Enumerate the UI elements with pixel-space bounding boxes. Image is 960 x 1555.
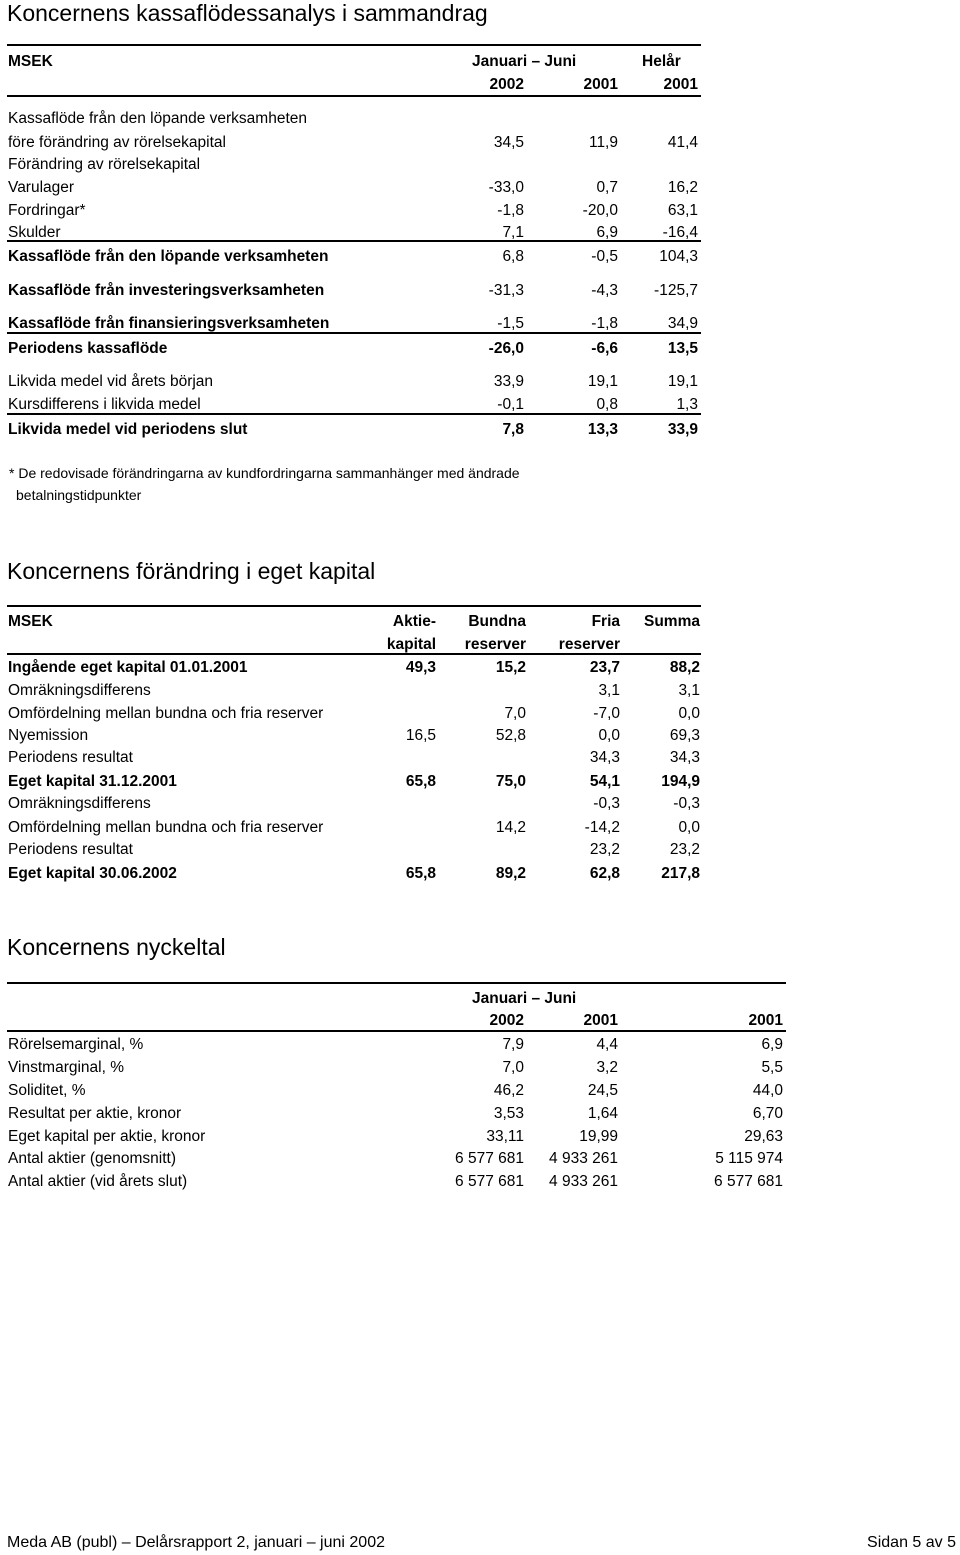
equity-cell: 15,2 [495, 659, 526, 676]
cashflow-top-rule [7, 44, 701, 46]
cashflow-row-label: Förändring av rörelsekapital [8, 156, 201, 173]
equity-col-header: Summa [644, 613, 700, 630]
keyratios-cell: 7,0 [502, 1059, 524, 1076]
cashflow-title: Koncernens kassaflödessanalys i sammandrag [7, 0, 488, 26]
page-footer-left: Meda AB (publ) – Delårsrapport 2, januari – juni 2002 [7, 1534, 385, 1551]
equity-cell: 16,5 [405, 727, 436, 744]
equity-row-label: Omräkningsdifferens [8, 795, 151, 812]
equity-cell: 217,8 [661, 865, 700, 882]
cashflow-cell: -4,3 [591, 282, 618, 299]
cashflow-cell: 13,3 [587, 421, 618, 438]
equity-col-header: Aktie- [392, 613, 436, 630]
equity-row-label: Omräkningsdifferens [8, 682, 151, 699]
cashflow-row-label: Likvida medel vid periodens slut [8, 421, 248, 438]
keyratios-title: Koncernens nyckeltal [7, 934, 226, 960]
equity-cell: 14,2 [495, 819, 526, 836]
cashflow-cell: -6,6 [591, 340, 618, 357]
keyratios-cell: 6 577 681 [455, 1150, 524, 1167]
equity-col-header: reserver [558, 636, 620, 653]
equity-cell: 49,3 [405, 659, 436, 676]
equity-row-label: Eget kapital 31.12.2001 [8, 773, 177, 790]
equity-cell: 23,2 [669, 841, 700, 858]
cashflow-cell: 63,1 [667, 202, 698, 219]
equity-cell: 23,2 [589, 841, 620, 858]
keyratios-cell: 7,9 [502, 1036, 524, 1053]
equity-cell: 75,0 [495, 773, 526, 790]
equity-cell: 3,1 [598, 682, 620, 699]
keyratios-cell: 44,0 [752, 1082, 783, 1099]
cashflow-cell: 0,7 [596, 179, 618, 196]
equity-cell: 54,1 [589, 773, 620, 790]
equity-cell: 23,7 [589, 659, 620, 676]
equity-header-rule [7, 653, 701, 655]
equity-col-header: reserver [464, 636, 526, 653]
cashflow-cell: 7,8 [502, 421, 524, 438]
cashflow-cell: -1,5 [497, 315, 524, 332]
cashflow-row-label: Kassaflöde från den löpande verksamheten [8, 110, 308, 127]
cashflow-period-header: Januari – Juni [472, 53, 577, 70]
equity-row-label: Omfördelning mellan bundna och fria reserver [8, 819, 324, 836]
equity-cell: 0,0 [678, 705, 700, 722]
equity-col-header: kapital [386, 636, 436, 653]
cashflow-row-label: Kassaflöde från finansieringsverksamheten [8, 315, 330, 332]
keyratios-row-label: Eget kapital per aktie, kronor [8, 1128, 206, 1145]
keyratios-row-label: Rörelsemarginal, % [8, 1036, 144, 1053]
equity-cell: 65,8 [405, 773, 436, 790]
cashflow-cell: 7,1 [502, 224, 524, 241]
keyratios-cell: 6 577 681 [714, 1173, 783, 1190]
keyratios-cell: 6,9 [761, 1036, 783, 1053]
cashflow-cell: -0,5 [591, 248, 618, 265]
cashflow-cell: 41,4 [667, 134, 698, 151]
equity-cell: 0,0 [598, 727, 620, 744]
keyratios-year-header: 2001 [583, 1012, 618, 1029]
equity-cell: 34,3 [669, 749, 700, 766]
cashflow-cell: 19,1 [587, 373, 618, 390]
equity-cell: 34,3 [589, 749, 620, 766]
cashflow-cell: 13,5 [667, 340, 698, 357]
equity-col-header: Fria [591, 613, 620, 630]
keyratios-cell: 6,70 [752, 1105, 783, 1122]
cashflow-row-label: Varulager [8, 179, 75, 196]
cashflow-row-label: Periodens kassaflöde [8, 340, 168, 357]
equity-cell: 88,2 [669, 659, 700, 676]
equity-row-label: Omfördelning mellan bundna och fria reserver [8, 705, 324, 722]
cashflow-cell: 6,9 [596, 224, 618, 241]
cashflow-cell: -1,8 [497, 202, 524, 219]
keyratios-cell: 5,5 [761, 1059, 783, 1076]
cashflow-cell: -20,0 [582, 202, 618, 219]
cashflow-cell: -125,7 [654, 282, 698, 299]
keyratios-cell: 4 933 261 [549, 1173, 618, 1190]
keyratios-row-label: Vinstmarginal, % [8, 1059, 125, 1076]
equity-row-label: Eget kapital 30.06.2002 [8, 865, 177, 882]
keyratios-cell: 3,53 [493, 1105, 524, 1122]
cashflow-subtotal-rule [7, 240, 701, 242]
keyratios-cell: 3,2 [596, 1059, 618, 1076]
cashflow-cell: -26,0 [488, 340, 524, 357]
equity-unit-header: MSEK [8, 613, 53, 630]
equity-cell: 3,1 [678, 682, 700, 699]
cashflow-row-label: Likvida medel vid årets början [8, 373, 214, 390]
equity-row-label: Ingående eget kapital 01.01.2001 [8, 659, 248, 676]
equity-cell: 7,0 [504, 705, 526, 722]
cashflow-cell: 33,9 [667, 421, 698, 438]
equity-col-header: Bundna [468, 613, 526, 630]
cashflow-cell: -16,4 [662, 224, 698, 241]
cashflow-subtotal-rule [7, 413, 701, 415]
cashflow-cell: 104,3 [659, 248, 698, 265]
keyratios-period-header: Januari – Juni [472, 990, 577, 1007]
equity-cell: -14,2 [584, 819, 620, 836]
keyratios-cell: 4,4 [596, 1036, 618, 1053]
cashflow-row-label: Skulder [8, 224, 61, 241]
keyratios-cell: 5 115 974 [715, 1150, 783, 1167]
keyratios-cell: 6 577 681 [455, 1173, 524, 1190]
keyratios-top-rule [7, 982, 786, 984]
cashflow-cell: -0,1 [497, 396, 524, 413]
cashflow-header-rule [7, 95, 701, 97]
cashflow-year-header: 2001 [663, 76, 698, 93]
cashflow-cell: 34,5 [493, 134, 524, 151]
equity-row-label: Nyemission [8, 727, 89, 744]
equity-cell: -0,3 [673, 795, 700, 812]
equity-row-label: Periodens resultat [8, 749, 133, 766]
keyratios-cell: 1,64 [587, 1105, 618, 1122]
cashflow-cell: 1,3 [676, 396, 698, 413]
cashflow-year-header: 2002 [489, 76, 524, 93]
equity-cell: 52,8 [495, 727, 526, 744]
page-footer-right: Sidan 5 av 5 [867, 1534, 956, 1551]
keyratios-cell: 4 933 261 [549, 1150, 618, 1167]
keyratios-cell: 29,63 [744, 1128, 783, 1145]
cashflow-cell: 34,9 [667, 315, 698, 332]
equity-top-rule [7, 605, 701, 607]
cashflow-cell: 16,2 [667, 179, 698, 196]
keyratios-row-label: Soliditet, % [8, 1082, 86, 1099]
cashflow-row-label: Kassaflöde från den löpande verksamheten [8, 248, 329, 265]
equity-row-label: Periodens resultat [8, 841, 133, 858]
equity-cell: -0,3 [593, 795, 620, 812]
cashflow-row-label: före förändring av rörelsekapital [8, 134, 226, 151]
cashflow-cell: 0,8 [596, 396, 618, 413]
cashflow-year-header: 2001 [583, 76, 618, 93]
equity-cell: 65,8 [405, 865, 436, 882]
equity-cell: 194,9 [661, 773, 700, 790]
equity-title: Koncernens förändring i eget kapital [7, 558, 376, 584]
equity-cell: 89,2 [495, 865, 526, 882]
equity-cell: -7,0 [593, 705, 620, 722]
keyratios-row-label: Antal aktier (genomsnitt) [8, 1150, 176, 1167]
cashflow-row-label: Kassaflöde från investeringsverksamheten [8, 282, 325, 299]
cashflow-footnote: betalningstidpunkter [16, 487, 142, 503]
cashflow-cell: 19,1 [667, 373, 698, 390]
keyratios-header-rule [7, 1030, 786, 1032]
cashflow-footnote: * De redovisade förändringarna av kundfordringarna sammanhänger med ändrade [9, 465, 520, 481]
keyratios-cell: 33,11 [486, 1128, 524, 1145]
keyratios-cell: 19,99 [579, 1128, 618, 1145]
keyratios-cell: 46,2 [493, 1082, 524, 1099]
cashflow-cell: -33,0 [488, 179, 524, 196]
cashflow-fullyear-header: Helår [642, 53, 681, 70]
cashflow-cell: 33,9 [493, 373, 524, 390]
equity-cell: 0,0 [678, 819, 700, 836]
cashflow-row-label: Kursdifferens i likvida medel [8, 396, 201, 413]
cashflow-cell: 11,9 [588, 134, 618, 151]
cashflow-cell: -31,3 [488, 282, 524, 299]
cashflow-cell: -1,8 [591, 315, 618, 332]
cashflow-subtotal-rule [7, 332, 701, 334]
keyratios-year-header: 2001 [748, 1012, 783, 1029]
cashflow-row-label: Fordringar* [8, 202, 86, 219]
equity-cell: 69,3 [669, 727, 700, 744]
cashflow-cell: 6,8 [502, 248, 524, 265]
keyratios-year-header: 2002 [489, 1012, 524, 1029]
keyratios-row-label: Resultat per aktie, kronor [8, 1105, 182, 1122]
keyratios-row-label: Antal aktier (vid årets slut) [8, 1173, 188, 1190]
equity-cell: 62,8 [589, 865, 620, 882]
keyratios-cell: 24,5 [587, 1082, 618, 1099]
cashflow-unit-header: MSEK [8, 53, 53, 70]
